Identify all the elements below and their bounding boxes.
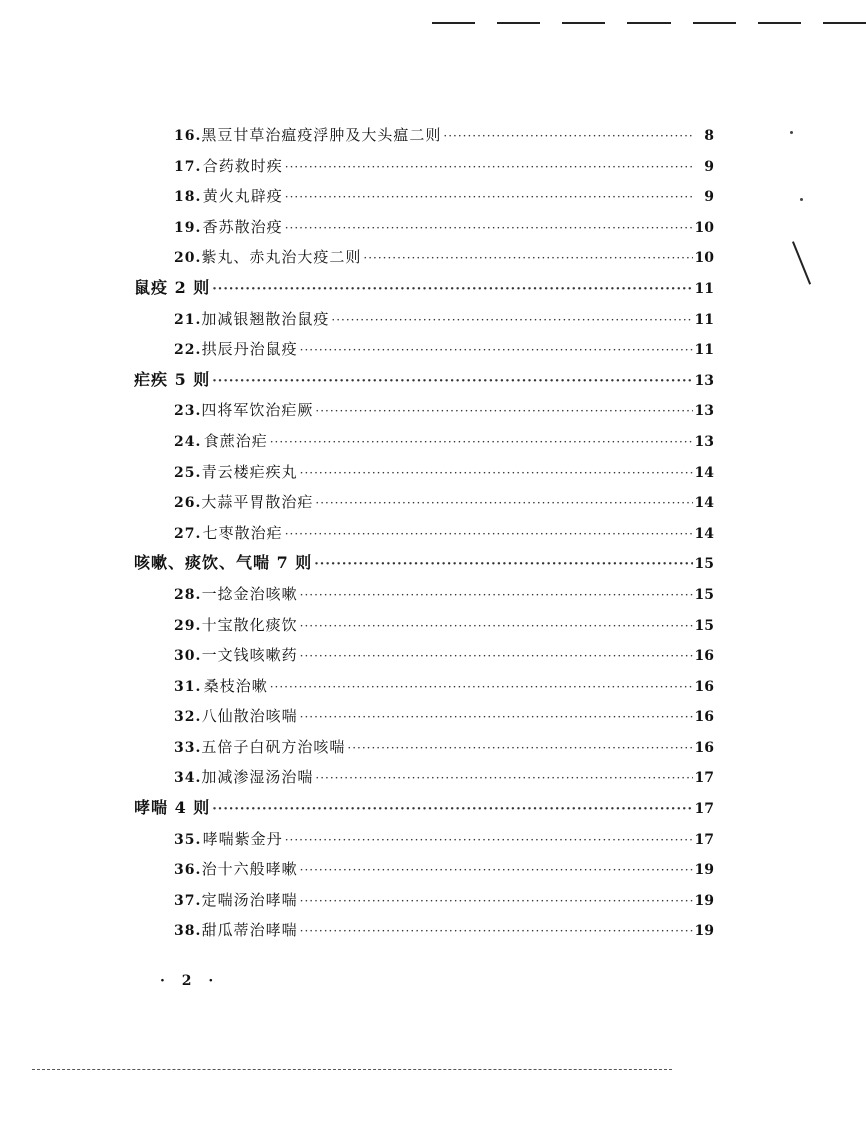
toc-entry-title: 青云楼疟疾丸 xyxy=(201,462,298,481)
toc-entry-number: 20. xyxy=(174,250,202,267)
toc-entry-title: 食蔗治疟 xyxy=(203,431,268,450)
toc-entry-number: 17. xyxy=(174,158,202,175)
dot-leader xyxy=(331,305,692,335)
toc-page-number: 11 xyxy=(694,311,714,328)
toc-entry-number: 35. xyxy=(174,831,202,848)
dot-leader xyxy=(300,916,693,946)
toc-entry[interactable] xyxy=(134,395,714,426)
dot-leader xyxy=(285,213,693,243)
dot-leader xyxy=(212,367,692,396)
dot-leader xyxy=(314,550,692,579)
toc-entry[interactable] xyxy=(134,242,714,273)
toc-entry-title: 紫丸、赤丸治大疫二则 xyxy=(201,248,362,267)
toc-section-heading[interactable] xyxy=(134,365,714,396)
dot-leader xyxy=(270,427,693,457)
top-dashed-rule xyxy=(432,22,866,24)
toc-entry[interactable] xyxy=(134,304,714,335)
toc-page-number: 19 xyxy=(694,862,714,879)
toc-page-number: 15 xyxy=(694,586,714,603)
toc-entry-number: 36. xyxy=(174,862,202,879)
toc-page-number: 17 xyxy=(694,770,714,787)
toc-entry-number: 32. xyxy=(174,709,202,726)
toc-entry[interactable] xyxy=(134,487,714,518)
toc-page-number: 16 xyxy=(694,678,714,695)
toc-page-number: 10 xyxy=(694,250,714,267)
toc-entry[interactable] xyxy=(134,915,714,946)
dot-leader xyxy=(285,182,694,212)
toc-entry-title: 甜瓜蒂治哮喘 xyxy=(201,921,298,940)
dot-leader xyxy=(300,458,693,488)
toc-entry[interactable] xyxy=(134,334,714,365)
toc-page-number: 11 xyxy=(694,342,714,359)
toc-entry-number: 28. xyxy=(174,586,202,603)
toc-entry-title: 合药救时疾 xyxy=(202,156,283,175)
toc-entry-title: 大蒜平胃散治疟 xyxy=(201,493,314,512)
toc-entry-number: 33. xyxy=(174,739,202,756)
toc-page-number: 17 xyxy=(694,801,714,818)
dot-leader xyxy=(443,121,694,151)
toc-page-number: 8 xyxy=(704,128,714,144)
toc-entry-title: 一文钱咳嗽药 xyxy=(201,646,298,665)
toc-page-number: 16 xyxy=(694,648,714,665)
toc-entry-number: 25. xyxy=(174,464,202,481)
dot-leader xyxy=(300,886,693,916)
dot-leader xyxy=(300,580,693,610)
toc-entry-number: 22. xyxy=(174,342,202,359)
toc-entry-number: 24. xyxy=(174,433,202,450)
toc-entry[interactable] xyxy=(134,762,714,793)
toc-entry-number: 26. xyxy=(174,495,202,512)
toc-entry-title: 加减银翘散治鼠疫 xyxy=(201,309,330,328)
toc-page-number: 15 xyxy=(694,556,714,573)
toc-entry-title: 黑豆甘草治瘟疫浮肿及大头瘟二则 xyxy=(201,126,442,144)
toc-entry-number: 30. xyxy=(174,648,202,665)
toc-entry-title: 加减渗湿汤治喘 xyxy=(201,768,314,787)
toc-page-number: 16 xyxy=(694,709,714,726)
toc-entry[interactable] xyxy=(134,181,714,212)
toc-entry[interactable] xyxy=(134,671,714,702)
toc-entry[interactable] xyxy=(134,426,714,457)
toc-entry-title: 黄火丸辟疫 xyxy=(202,187,283,206)
toc-entry-number: 21. xyxy=(174,311,202,328)
toc-entry[interactable] xyxy=(134,885,714,916)
toc-section-heading[interactable] xyxy=(134,273,714,304)
toc-page-number: 11 xyxy=(694,280,714,297)
toc-section-title: 哮喘 4 则 xyxy=(134,798,211,818)
toc-entry[interactable] xyxy=(134,151,714,182)
toc-entry-number: 31. xyxy=(174,678,202,695)
toc-section-title: 疟疾 5 则 xyxy=(134,369,211,389)
scan-artifact-mark xyxy=(792,241,811,284)
dot-leader xyxy=(212,795,692,824)
toc-page-number: 9 xyxy=(704,158,714,175)
toc-entry-title: 五倍子白矾方治咳喘 xyxy=(201,737,346,756)
toc-section-heading[interactable] xyxy=(134,793,714,824)
toc-entry-title: 香苏散治疫 xyxy=(202,217,283,236)
dot-leader xyxy=(363,243,692,273)
dot-leader xyxy=(315,488,692,518)
toc-page-number: 10 xyxy=(694,219,714,236)
dot-leader xyxy=(300,611,693,641)
toc-entry-title: 七枣散治疟 xyxy=(202,523,283,542)
toc-section-title: 咳嗽、痰饮、气喘 7 则 xyxy=(134,553,313,573)
toc-page-number: 13 xyxy=(694,372,714,389)
toc-page-number: 17 xyxy=(694,831,714,848)
toc-page-number: 14 xyxy=(694,495,714,512)
toc-entry-title: 治十六般哮嗽 xyxy=(201,860,298,879)
dot-leader xyxy=(285,152,694,182)
toc-page-number: 16 xyxy=(694,739,714,756)
toc-entry[interactable] xyxy=(134,212,714,243)
toc-page-number: 14 xyxy=(694,464,714,481)
dot-leader xyxy=(300,855,693,885)
toc-entry[interactable] xyxy=(134,120,714,151)
toc-entry-title: 八仙散治咳喘 xyxy=(201,707,298,726)
toc-entry[interactable] xyxy=(134,518,714,549)
page-number: · 2 · xyxy=(160,973,220,989)
toc-section-heading[interactable] xyxy=(134,548,714,579)
toc-entry-title: 定喘汤治哮喘 xyxy=(201,890,298,909)
dot-leader xyxy=(315,396,692,426)
toc-entry-number: 37. xyxy=(174,892,202,909)
toc-entry[interactable] xyxy=(134,457,714,488)
toc-entry-title: 哮喘紫金丹 xyxy=(202,829,283,848)
dot-leader xyxy=(285,519,693,549)
toc-page-number: 15 xyxy=(694,617,714,634)
dot-leader xyxy=(315,763,692,793)
toc-page-number: 14 xyxy=(694,525,714,542)
toc-section-title: 鼠疫 2 则 xyxy=(134,277,211,297)
toc-entry-title: 拱辰丹治鼠疫 xyxy=(201,340,298,359)
toc-entry[interactable] xyxy=(134,579,714,610)
dot-leader xyxy=(300,335,693,365)
scan-dot xyxy=(800,198,803,201)
toc-entry[interactable] xyxy=(134,610,714,641)
bottom-dashed-rule xyxy=(32,1069,672,1070)
toc-entry[interactable] xyxy=(134,732,714,763)
toc-page-number: 19 xyxy=(694,892,714,909)
toc-page-number: 9 xyxy=(704,189,714,206)
toc-entry-number: 16. xyxy=(174,128,202,144)
toc-entry-number: 38. xyxy=(174,923,202,940)
toc-entry-number: 34. xyxy=(174,770,202,787)
toc-page-number: 13 xyxy=(694,433,714,450)
dot-leader xyxy=(270,672,693,702)
toc-entry-number: 19. xyxy=(174,219,202,236)
toc-entry[interactable] xyxy=(134,824,714,855)
toc-entry-number: 23. xyxy=(174,403,202,420)
toc-entry-number: 18. xyxy=(174,189,202,206)
dot-leader xyxy=(300,641,693,671)
toc-entry-title: 四将军饮治疟厥 xyxy=(201,401,314,420)
toc-entry-number: 29. xyxy=(174,617,202,634)
toc-entry-title: 桑枝治嗽 xyxy=(203,676,268,695)
toc-page-number: 19 xyxy=(694,923,714,940)
dot-leader xyxy=(212,275,692,304)
dot-leader xyxy=(347,733,692,763)
toc-page-number: 13 xyxy=(694,403,714,420)
toc-entry[interactable] xyxy=(134,640,714,671)
toc-entry[interactable] xyxy=(134,701,714,732)
toc-entry-title: 一捻金治咳嗽 xyxy=(201,584,298,603)
dot-leader xyxy=(300,702,693,732)
toc-entry-title: 十宝散化痰饮 xyxy=(201,615,298,634)
toc-entry[interactable] xyxy=(134,854,714,885)
toc-entry-number: 27. xyxy=(174,525,202,542)
scan-dot xyxy=(790,131,793,134)
dot-leader xyxy=(285,825,693,855)
table-of-contents xyxy=(134,120,714,946)
